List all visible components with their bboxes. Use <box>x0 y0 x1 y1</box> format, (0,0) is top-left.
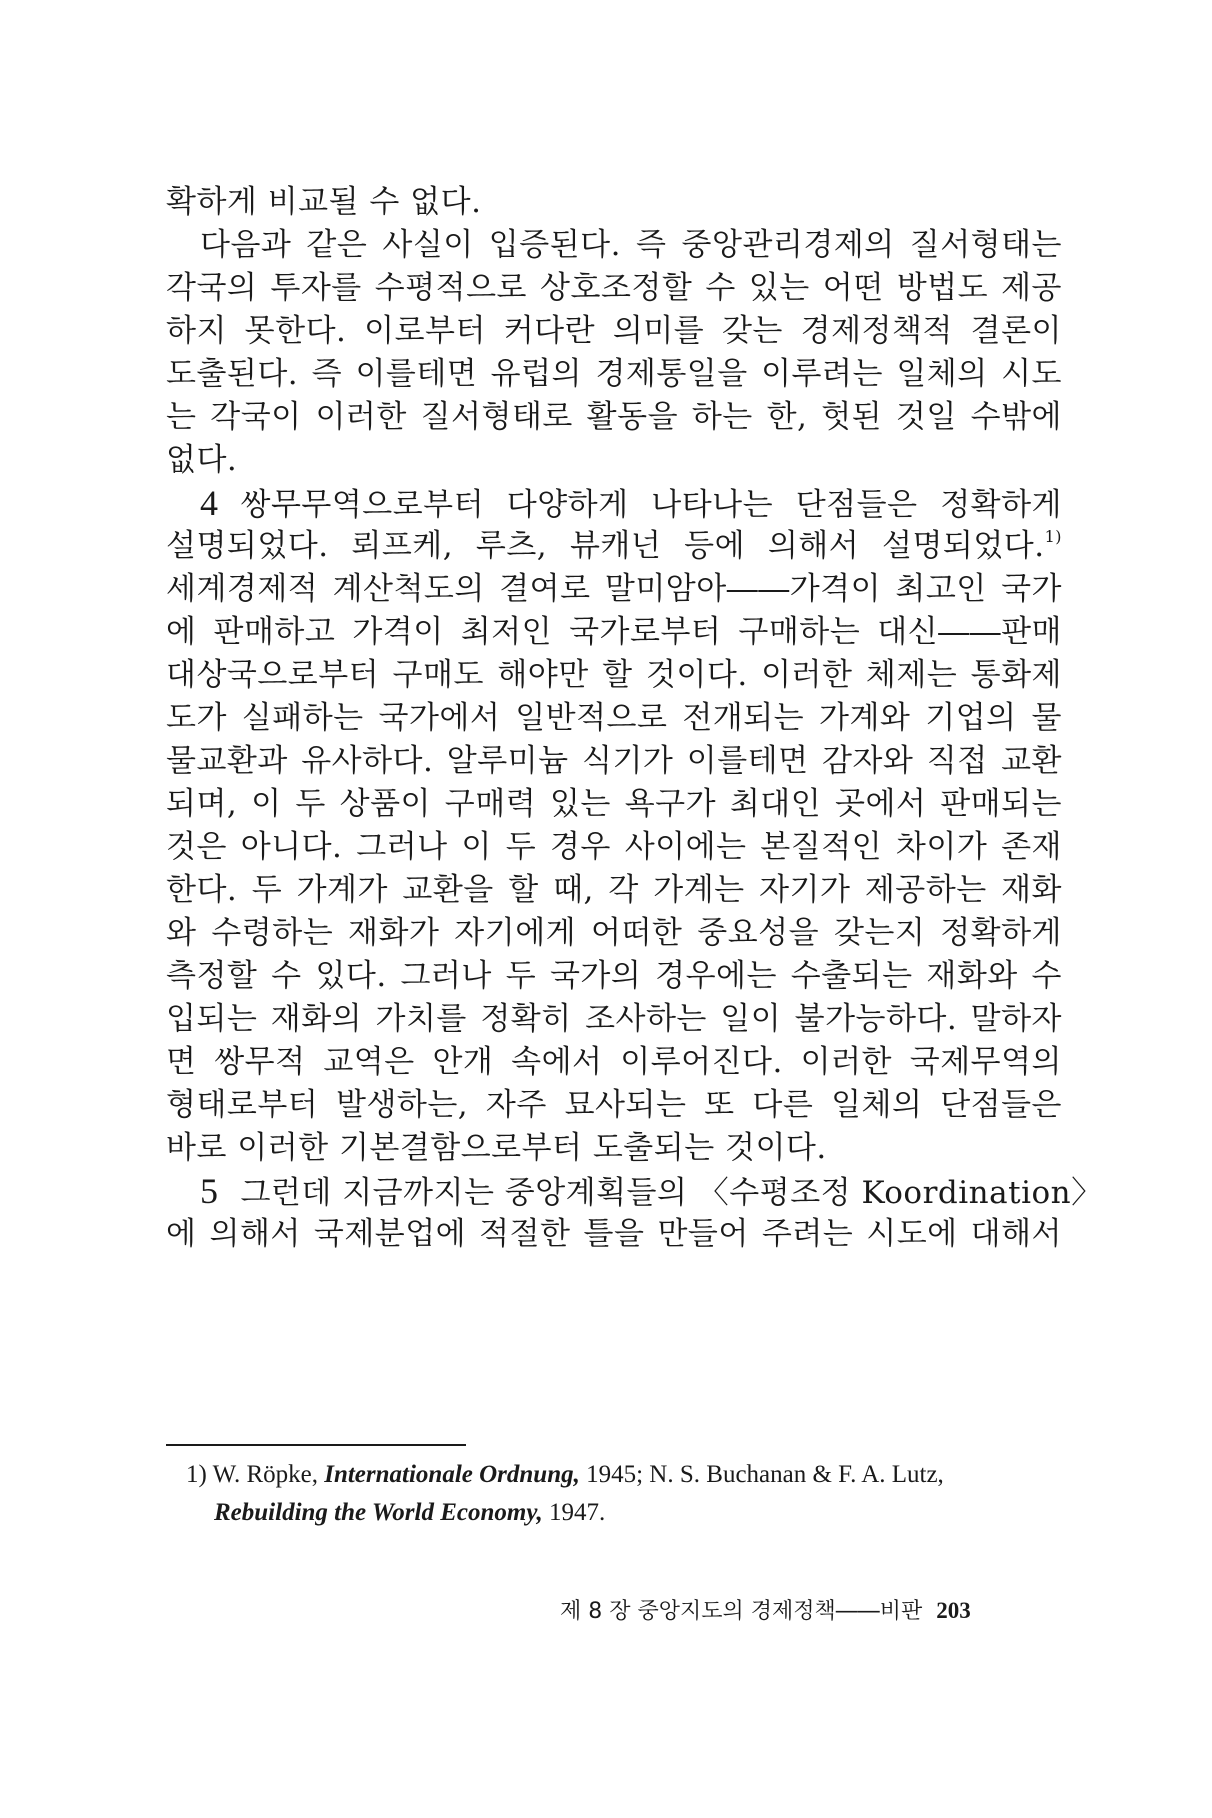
footnote-title: Rebuilding the World Economy, <box>214 1499 543 1526</box>
footnote-year: 1947. <box>549 1499 606 1526</box>
footnote-divider <box>166 1444 466 1446</box>
footnote-mark: 1) <box>186 1461 207 1488</box>
running-header: 제 8 장 중앙지도의 경제정책――비판 <box>560 1599 923 1624</box>
page-number: 203 <box>936 1598 971 1623</box>
text-line: 각국의 투자를 수평적으로 상호조정할 수 있는 어떤 방법도 제공 <box>166 270 1062 306</box>
footnote-line <box>186 1456 1066 1494</box>
text-line: 에 판매하고 가격이 최저인 국가로부터 구매하는 대신――판매 <box>166 614 1062 650</box>
text-line: 와 수령하는 재화가 자기에게 어떠한 중요성을 갖는지 정확하게 <box>166 915 1062 951</box>
footnote-line <box>214 1494 1094 1532</box>
text-line: 되며, 이 두 상품이 구매력 있는 욕구가 최대인 곳에서 판매되는 <box>166 786 1062 822</box>
text-line: 하지 못한다. 이로부터 커다란 의미를 갖는 경제정책적 결론이 <box>166 313 1062 349</box>
text-line: 측정할 수 있다. 그러나 두 국가의 경우에는 수출되는 재화와 수 <box>166 958 1062 994</box>
text-line: 형태로부터 발생하는, 자주 묘사되는 또 다른 일체의 단점들은 <box>166 1087 1062 1123</box>
section-number: 5 <box>200 1171 219 1211</box>
footnote-citation: 1945; N. S. Buchanan & F. A. Lutz, <box>586 1461 944 1488</box>
text-line: 세계경제적 계산척도의 결여로 말미암아――가격이 최고인 국가 <box>166 571 1062 607</box>
text-line: 도출된다. 즉 이를테면 유럽의 경제통일을 이루려는 일체의 시도 <box>166 356 1062 392</box>
footnote-author: W. Röpke, <box>212 1461 318 1488</box>
text-line: 입되는 재화의 가치를 정확히 조사하는 일이 불가능하다. 말하자 <box>166 1001 1062 1037</box>
text-line: 도가 실패하는 국가에서 일반적으로 전개되는 가계와 기업의 물 <box>166 700 1062 736</box>
text-line: 없다. <box>166 442 238 478</box>
text-line-content: 설명되었다. 뢰프케, 루츠, 뷰캐넌 등에 의해서 설명되었다. <box>166 528 1045 564</box>
text-line: 것은 아니다. 그러나 이 두 경우 사이에는 본질적인 차이가 존재 <box>166 829 1062 865</box>
text-line: 바로 이러한 기본결함으로부터 도출되는 것이다. <box>166 1130 827 1166</box>
section-number: 4 <box>200 483 219 523</box>
text-line: 쌍무무역으로부터 다양하게 나타나는 단점들은 정확하게 <box>240 487 1062 523</box>
page-footer <box>560 1596 1060 1627</box>
text-line: 확하게 비교될 수 없다. <box>166 184 482 220</box>
text-line: 대상국으로부터 구매도 해야만 할 것이다. 이러한 체제는 통화제 <box>166 657 1062 693</box>
text-line: 물교환과 유사하다. 알루미늄 식기가 이를테면 감자와 직접 교환 <box>166 743 1062 779</box>
text-line: 다음과 같은 사실이 입증된다. 즉 중앙관리경제의 질서형태는 <box>200 227 1062 263</box>
text-line: 는 각국이 이러한 질서형태로 활동을 하는 한, 헛된 것일 수밖에 <box>166 399 1062 435</box>
footnote-reference: 1) <box>1044 527 1062 546</box>
text-line: 에 의해서 국제분업에 적절한 틀을 만들어 주려는 시도에 대해서 <box>166 1216 1062 1252</box>
footnote-title: Internationale Ordnung, <box>324 1461 580 1488</box>
text-line: 한다. 두 가계가 교환을 할 때, 각 가계는 자기가 제공하는 재화 <box>166 872 1062 908</box>
text-line: 면 쌍무적 교역은 안개 속에서 이루어진다. 이러한 국제무역의 <box>166 1044 1062 1080</box>
text-line: 그런데 지금까지는 중앙계획들의 〈수평조정 Koordination〉 <box>240 1175 1103 1211</box>
